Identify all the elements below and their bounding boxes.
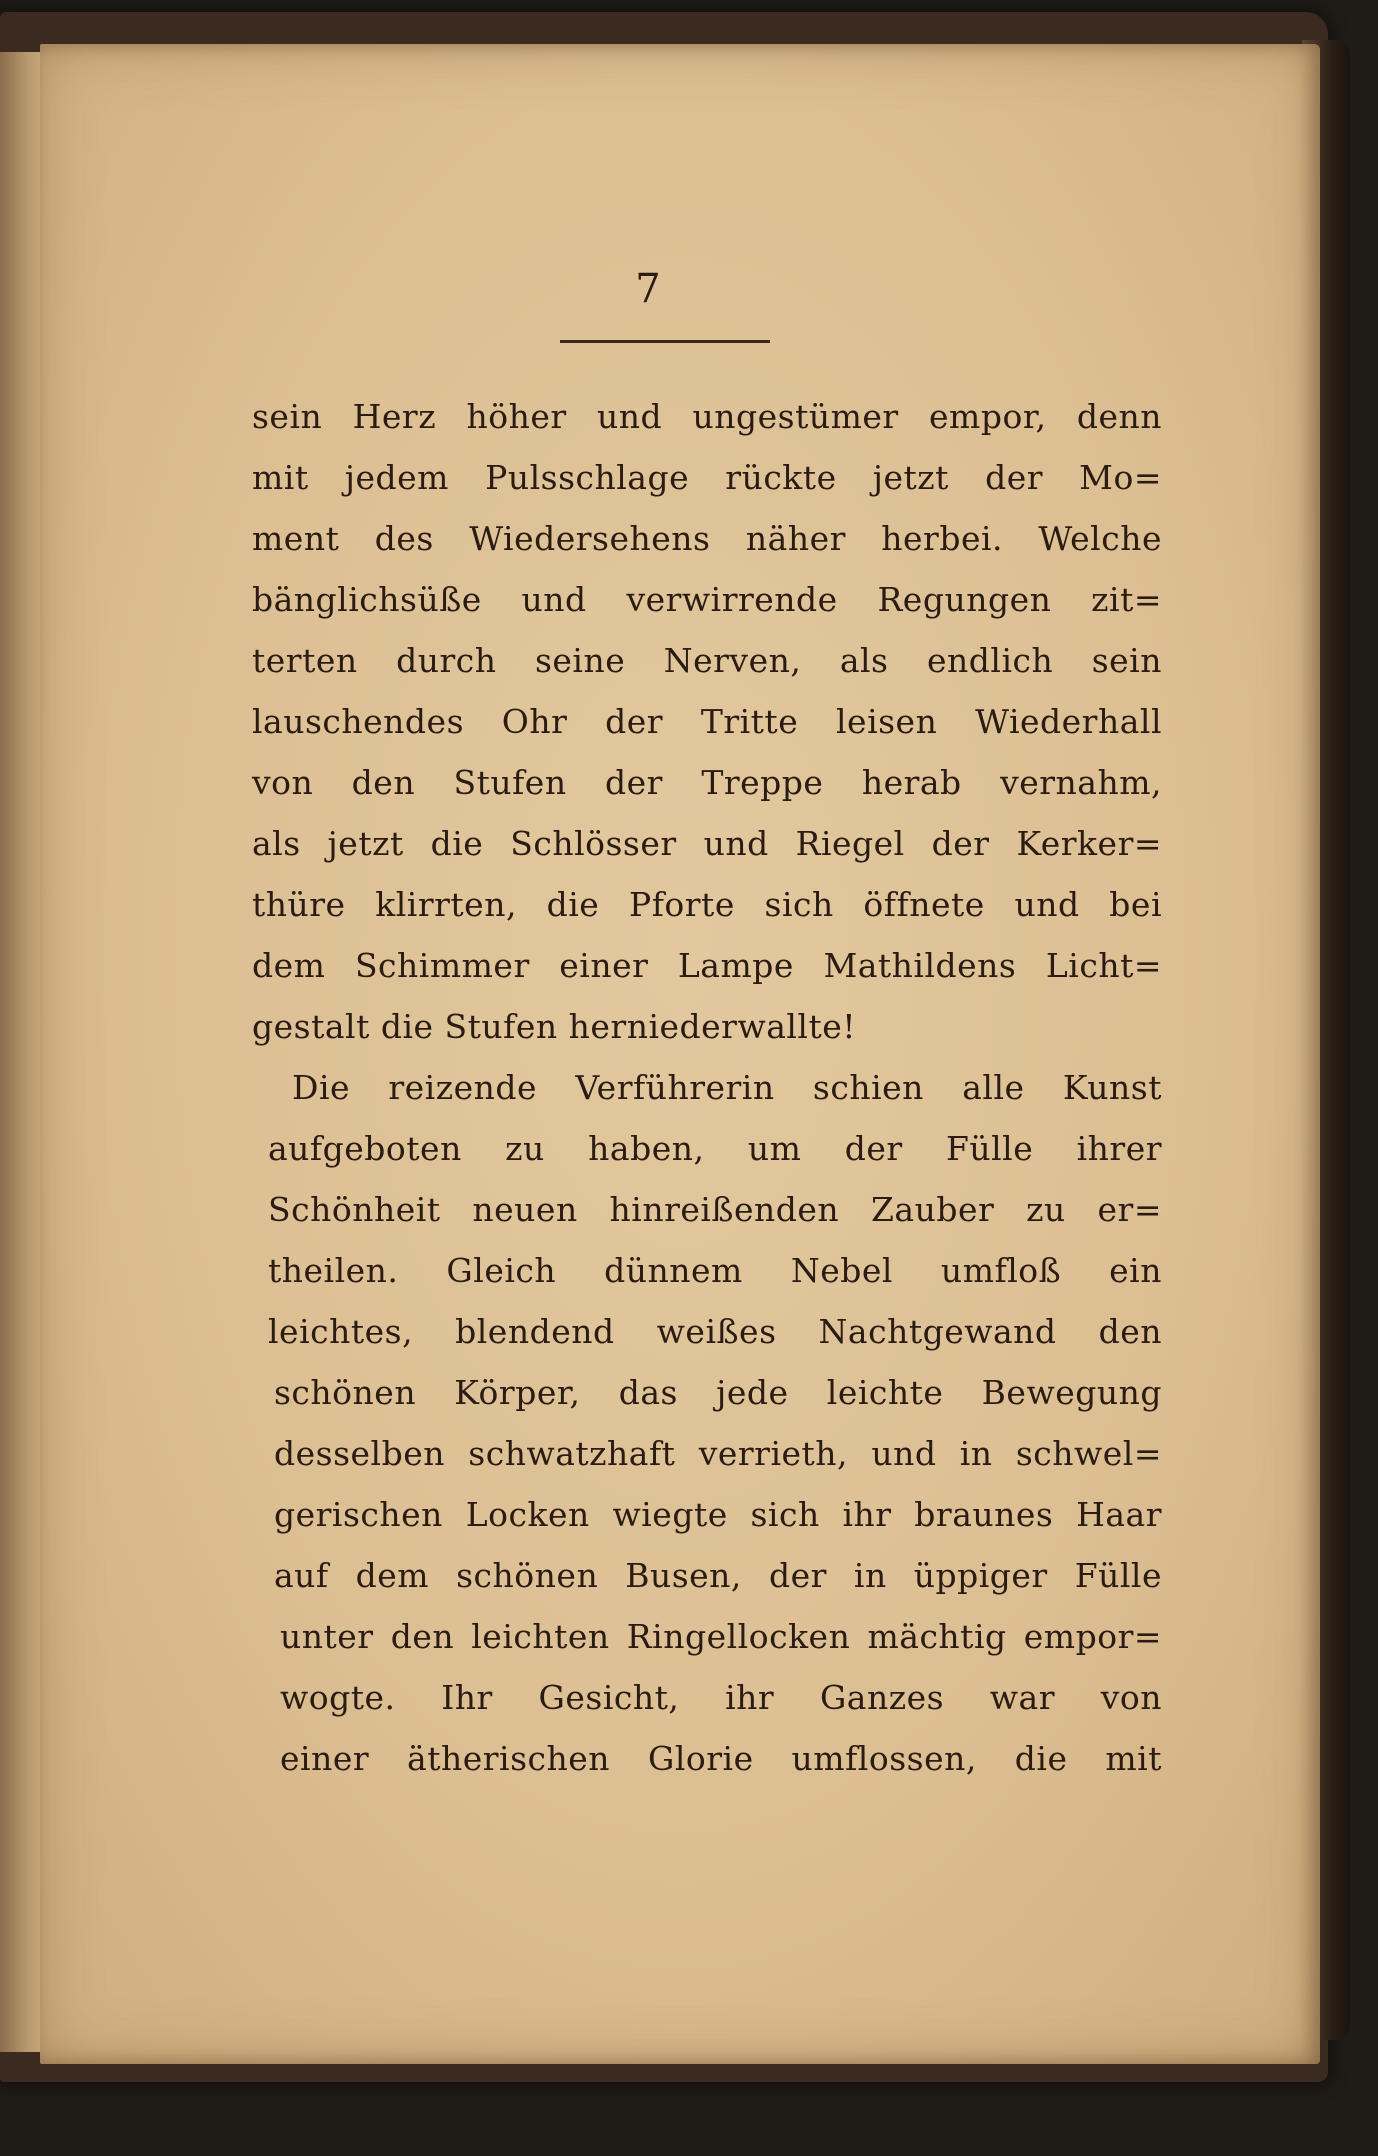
text-line: als jetzt die Schlösser und Riegel der Kerker= [252,824,1162,863]
text-line: dem Schimmer einer Lampe Mathildens Licht= [252,946,1162,985]
page-number: 7 [635,266,661,312]
text-line: unter den leichten Ringellocken mächtig empor= [280,1617,1162,1656]
text-line: gestalt die Stufen herniederwallte! [252,1007,857,1046]
text-line: gerischen Locken wiegte sich ihr braunes Haar [274,1495,1162,1534]
text-line: lauschendes Ohr der Tritte leisen Wiederhall [252,702,1162,741]
page-paper [40,44,1320,2064]
text-line: von den Stufen der Treppe herab vernahm, [252,763,1162,802]
text-line: mit jedem Pulsschlage rückte jetzt der Mo= [252,458,1162,497]
text-line: ment des Wiedersehens näher herbei. Welche [252,519,1162,558]
text-line: aufgeboten zu haben, um der Fülle ihrer [268,1129,1162,1168]
text-line: desselben schwatzhaft verrieth, und in schwel= [274,1434,1162,1473]
header-rule [560,340,770,343]
text-line: theilen. Gleich dünnem Nebel umfloß ein [268,1251,1162,1290]
text-line: bänglichsüße und verwirrende Regungen zit= [252,580,1162,619]
text-line: schönen Körper, das jede leichte Bewegung [274,1373,1162,1412]
body-text [252,386,1162,1789]
text-line: terten durch seine Nerven, als endlich sein [252,641,1162,680]
text-line-paragraph-start: Die reizende Verführerin schien alle Kunst [292,1068,1162,1107]
text-line: auf dem schönen Busen, der in üppiger Fülle [274,1556,1162,1595]
text-line: sein Herz höher und ungestümer empor, denn [252,397,1162,436]
text-line: Schönheit neuen hinreißenden Zauber zu er= [268,1190,1162,1229]
text-line: thüre klirrten, die Pforte sich öffnete und bei [252,885,1162,924]
text-line: wogte. Ihr Gesicht, ihr Ganzes war von [280,1678,1162,1717]
text-line: leichtes, blendend weißes Nachtgewand den [268,1312,1162,1351]
text-line: einer ätherischen Glorie umflossen, die mit [280,1739,1162,1778]
